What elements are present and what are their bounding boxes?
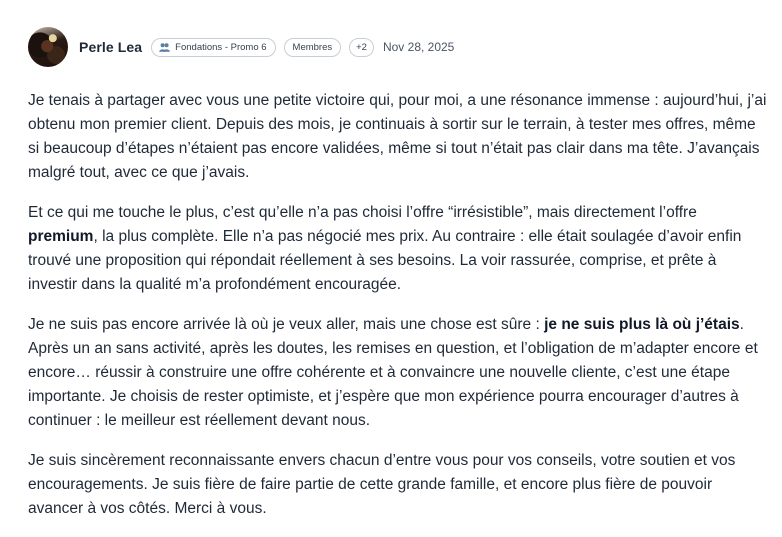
group-badge[interactable]	[151, 38, 275, 57]
author-avatar[interactable]	[28, 27, 68, 67]
bold-text: je ne suis plus là où j’étais	[544, 316, 740, 333]
paragraph-1	[28, 89, 768, 185]
paragraph-text: Je tenais à partager avec vous une petite victoire qui, pour moi, a une résonance immense : aujourd’hui, j’ai obtenu mon premier client. Depuis des mois, je continuais à sortir sur le terrain, à tester mes offres, même si beaucoup d’étapes n’étaient pas encore validées, même si tout n’était pas clair dans ma tête. J’avançais malgré tout, avec ce que j’avais.	[28, 92, 767, 181]
post-header	[28, 27, 768, 67]
role-badge-label: Membres	[292, 41, 333, 53]
group-icon	[159, 43, 170, 52]
paragraph-2	[28, 201, 768, 297]
bold-text: premium	[28, 228, 94, 245]
author-name[interactable]: Perle Lea	[79, 39, 143, 55]
paragraph-text: Je ne suis pas encore arrivée là où je veux aller, mais une chose est sûre :	[28, 316, 545, 333]
paragraph-text: Et ce qui me touche le plus, c’est qu’elle n’a pas choisi l’offre “irrésistible”, mais directement l’offre	[28, 204, 697, 221]
paragraph-text: , la plus complète. Elle n’a pas négocié mes prix. Au contraire : elle était soulagée d’avoir enfin trouvé une proposition qui répondait réellement à ses besoins. La voir rassurée, comprise, et prête à investir dans la qualité m’a profondément encouragée.	[28, 228, 742, 293]
paragraph-3	[28, 313, 768, 433]
paragraph-text: Je suis sincèrement reconnaissante envers chacun d’entre vous pour vos conseils, votre soutien et vos encouragements. Je suis fière de faire partie de cette grande famille, et encore plus fière de pouvoir avancer à vos côtés. Merci à vous.	[28, 452, 736, 517]
post-date: Nov 28, 2025	[382, 40, 455, 54]
post-body	[28, 89, 768, 521]
paragraph-4	[28, 449, 768, 521]
group-badge-label: Fondations - Promo 6	[175, 41, 267, 53]
role-badge[interactable]	[284, 38, 342, 57]
paragraph-text: . Après un an sans activité, après les doutes, les remises en question, et l’obligation de m’adapter encore et encore… réussir à construire une offre cohérente et à convaincre une nouvelle cliente, c’est une étape importante. Je choisis de rester optimiste, et j’espère que mon expérience pourra encourager d’autres à continuer : le meilleur est réellement devant nous.	[28, 316, 758, 429]
more-badges-label: +2	[356, 41, 367, 53]
more-badges-button[interactable]	[349, 38, 374, 57]
post	[28, 27, 768, 537]
